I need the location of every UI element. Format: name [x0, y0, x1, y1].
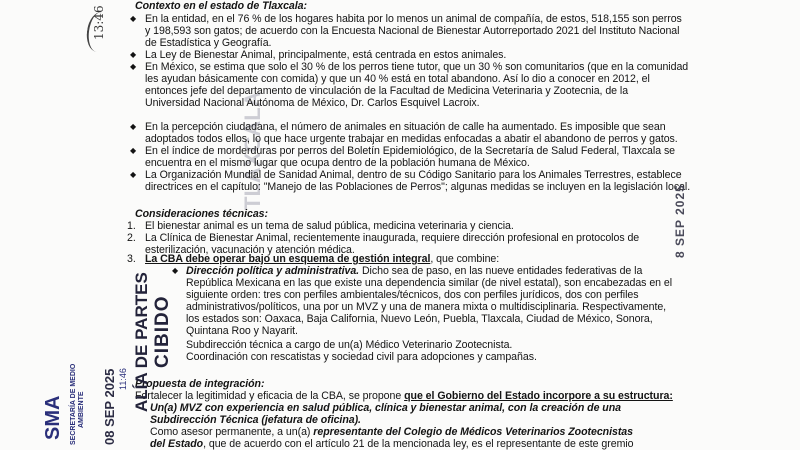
proposal-underline: que el Gobierno del Estado incorpore a su estructura: — [404, 390, 673, 402]
context-bullet: ◆ — [130, 62, 137, 71]
stamp-org: SMA — [42, 395, 64, 440]
sub-a-line: administrativos/políticos, una por un MVZ y una de manera mixta o multidisciplinaria. Respectivamente, — [186, 301, 667, 313]
context-line: En México, se estima que solo el 30 % de los perros tiene tutor, que un 30 % son comunitarios (que en la comunidad — [145, 61, 689, 73]
stamp-sub2: AMBIENTE — [78, 391, 85, 428]
tech-lead-underlined: La CBA debe operar bajo un esquema de gestión integral — [145, 253, 431, 265]
context-bullet: ◆ — [130, 122, 137, 131]
context-line: La Organización Mundial de Sanidad Animal, dentro de su Código Sanitario para los Animales Terrestres, establece — [145, 169, 682, 181]
proposal-bi-2: Subdirección Técnica (jefatura de oficina). — [150, 414, 361, 426]
context-heading: Contexto en el estado de Tlaxcala: — [135, 0, 307, 12]
sub-a-first-line — [186, 265, 642, 277]
sub-a-line: Quintana Roo y Nayarit. — [186, 325, 298, 337]
context-line: En la percepción ciudadana, el número de animales en situación de calle ha aumentado. Es imposible que sean — [145, 121, 666, 133]
tech-number: 3. — [127, 253, 136, 265]
proposal-last-bi: representante del Colegio de Médicos Veterinarios Zootecnistas — [313, 426, 633, 438]
sub-bullet: ◆ — [172, 266, 179, 275]
sub-line-coordination: Coordinación con rescatistas y sociedad civil para adopciones y campañas. — [186, 351, 537, 363]
context-bullet: ◆ — [130, 170, 137, 179]
proposal-bi-1: Un(a) MVZ con experiencia en salud pública, clínica y bienestar animal, con la creación de una — [150, 402, 621, 414]
tech-lead-line — [145, 253, 499, 265]
tech-line: La Clínica de Bienestar Animal, recientemente inaugurada, requiere dirección profesional en protocolos de — [145, 232, 640, 244]
proposal-last-a: Como asesor permanente, a un(a) — [150, 426, 314, 438]
sub-a-line: siguiente orden: tres con perfiles ambientales/técnicos, dos con perfiles jurídicos, dos con perfiles — [186, 289, 639, 301]
sub-a-first: Dicho sea de paso, en las nueve entidades federativas de la — [359, 265, 643, 277]
context-line: encuentra en el mismo lugar que ocupa dentro de la población humana de México. — [145, 157, 530, 169]
faint-stamp-text: TLAXCALA — [240, 91, 265, 210]
proposal-heading: Propuesta de integración: — [135, 378, 265, 390]
context-line: y 198,593 son gatos; de acuerdo con la Encuesta Nacional de Bienestar Autorreportado 2021 del Instituto Nacional — [145, 25, 680, 37]
signature-mark — [84, 11, 113, 54]
sub-a-line: los estados son: Oaxaca, Baja California, Nuevo León, Puebla, Tlaxcala, Ciudad de México, Sonora, — [186, 313, 653, 325]
tech-number: 1. — [127, 220, 136, 232]
context-line: La Ley de Bienestar Animal, principalmente, está centrada en estos animales. — [145, 49, 507, 61]
context-line: En el índice de morderduras por perros del Boletín Epidemiológico, de la Secretaría de Salud Federal, Tlaxcala se — [145, 145, 676, 157]
tech-line: El bienestar animal es un tema de salud pública, medicina veterinaria y ciencia. — [145, 220, 514, 232]
proposal-lead-text: Fortalecer la legitimidad y eficacia de la CBA, se propone — [135, 390, 405, 402]
context-line: directrices en el capítulo: "Manejo de las Poblaciones de Perros"; algunas medidas se incluyen en la legislación local. — [145, 181, 691, 193]
sub-a-title: Dirección política y administrativa. — [186, 265, 360, 277]
context-bullet: ◆ — [130, 14, 137, 23]
context-line: En la entidad, en el 76 % de los hogares habita por lo menos un animal de compañía, de estos, 518,155 son perros — [145, 13, 682, 25]
tech-heading: Consideraciones técnicas: — [135, 208, 268, 220]
stamp-received: CIBIDO — [152, 295, 173, 368]
received-date-stamp: 8 SEP 2025 — [673, 184, 687, 258]
tech-lead-rest: , que combine: — [430, 253, 500, 265]
context-bullet: ◆ — [130, 50, 137, 59]
proposal-last — [150, 426, 633, 438]
tech-number: 2. — [127, 232, 136, 244]
receipt-stamp — [40, 272, 173, 445]
handwritten-time: 13:46 — [92, 5, 106, 40]
context-line: de Estadística y Geografía. — [145, 37, 272, 49]
context-bullet: ◆ — [130, 146, 137, 155]
stamp-date: 08 SEP 2025 — [102, 368, 117, 445]
stamp-office: ALÍA DE PARTES — [132, 272, 151, 412]
stamp-time: 11:46 — [118, 368, 128, 390]
sub-line-technical: Subdirección técnica a cargo de un(a) Médico Veterinario Zootecnista. — [186, 339, 513, 351]
context-line: les ayudan básicamente con comida) y que un 40 % está en total abandono. Así lo dio a conocer en 2012, el — [145, 73, 650, 85]
proposal-cut: del Estado, que de acuerdo con el artículo 21 de la mencionada ley, es el representante de este gremio — [150, 438, 634, 450]
proposal-lead — [135, 390, 673, 402]
context-line: Universidad Nacional Autónoma de México, Dr. Carlos Esquivel Lacroix. — [145, 97, 480, 109]
sub-a-line: República Mexicana en las que existe una dependencia similar (de nivel estatal), son encabezadas en el — [186, 277, 673, 289]
tech-line: esterilización, vacunación y atención médica. — [145, 244, 355, 256]
context-line: adoptados todos ellos, lo que hace urgente trabajar en medidas enfocadas a abatir el abandono de perros y gatos. — [145, 133, 678, 145]
context-line: entonces jefe del departamento de vinculación de la Facultad de Medicina Veterinaria y Zootecnia, de la — [145, 85, 629, 97]
stamp-sub1: SECRETARÍA DE MEDIO — [70, 363, 77, 445]
